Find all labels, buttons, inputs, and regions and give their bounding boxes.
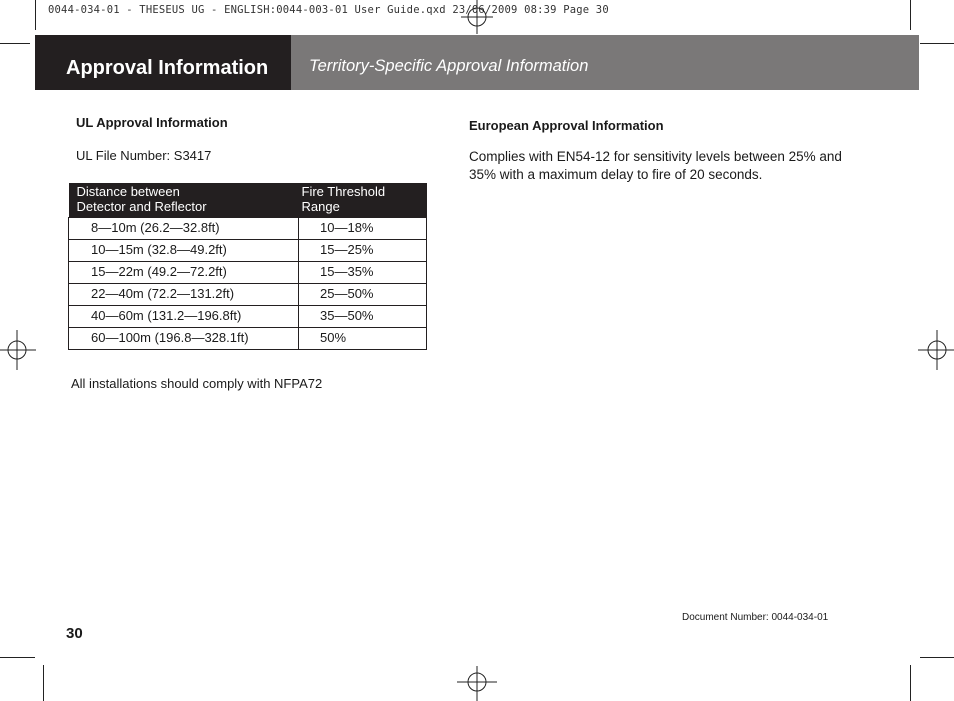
crop-mark [43,665,44,701]
range-cell: 10—18% [299,217,427,239]
fire-threshold-table [68,183,427,350]
range-cell: 35—50% [299,305,427,327]
distance-cell: 22—40m (72.2—131.2ft) [69,283,299,305]
table-row [69,305,427,327]
crop-mark [35,0,36,30]
eu-section-heading: European Approval Information [469,118,664,133]
page-title: Approval Information [35,35,291,90]
ul-file-number: UL File Number: S3417 [76,148,212,163]
table-row [69,239,427,261]
range-cell: 15—25% [299,239,427,261]
table-row [69,283,427,305]
table-row [69,217,427,239]
crop-mark [0,43,30,44]
crop-mark [0,657,35,658]
distance-cell: 60—100m (196.8—328.1ft) [69,327,299,349]
crop-mark [920,43,954,44]
registration-mark-icon [457,0,497,40]
crop-mark [920,657,954,658]
distance-cell: 40—60m (131.2—196.8ft) [69,305,299,327]
distance-cell: 10—15m (32.8—49.2ft) [69,239,299,261]
header-text: Fire Threshold [301,184,386,199]
distance-cell: 8—10m (26.2—32.8ft) [69,217,299,239]
ul-section-heading: UL Approval Information [76,115,228,130]
header-text: Distance between [76,184,180,199]
distance-column-header [69,183,299,217]
page-subtitle: Territory-Specific Approval Information [291,35,919,90]
registration-mark-icon [0,330,40,370]
range-cell: 15—35% [299,261,427,283]
page-header [35,35,919,90]
header-text: Detector and Reflector [76,199,207,214]
crop-mark [910,665,911,701]
table-row [69,327,427,349]
registration-mark-icon [457,662,497,701]
eu-compliance-text: Complies with EN54-12 for sensitivity levels between 25% and 35% with a maximum delay to fire of 20 seconds. [469,149,842,182]
range-cell: 50% [299,327,427,349]
table-header-row [69,183,427,217]
document-number: Document Number: 0044-034-01 [682,612,829,623]
distance-cell: 15—22m (49.2—72.2ft) [69,261,299,283]
crop-mark [910,0,911,30]
table-row [69,261,427,283]
range-cell: 25—50% [299,283,427,305]
page-number: 30 [66,625,83,642]
threshold-column-header [299,183,427,217]
header-text: Range [301,199,340,214]
nfpa-compliance-note: All installations should comply with NFPA72 [71,376,323,391]
registration-mark-icon [914,330,954,370]
print-slug-line: 0044-034-01 - THESEUS UG - ENGLISH:0044-003-01 User Guide.qxd 23/06/2009 08:39 Page 30 [48,4,609,16]
